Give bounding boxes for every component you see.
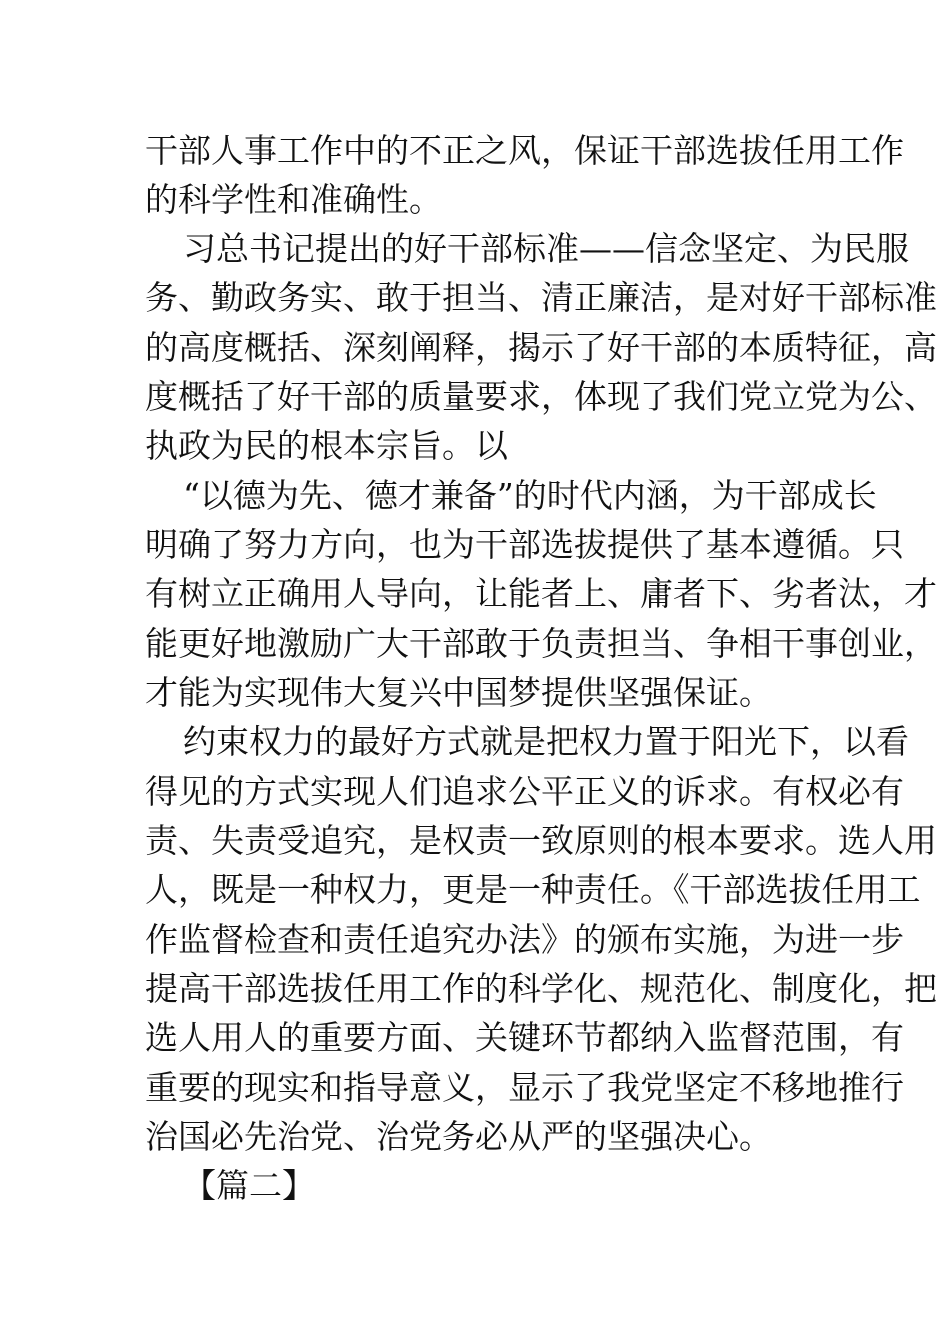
text-line: 能更好地激励广大干部敢于负责担当、争相干事创业， [145, 624, 937, 663]
text-line: 的科学性和准确性。 [145, 180, 442, 219]
text-line: 责、失责受追究，是权责一致原则的根本要求。选人用 [145, 821, 937, 860]
text-line: 有树立正确用人导向，让能者上、庸者下、劣者汰，才 [145, 574, 937, 613]
text-line: “以德为先、德才兼备”的时代内涵，为干部成长 [183, 476, 877, 515]
text-line: 执政为民的根本宗旨。以 [145, 426, 508, 465]
text-line: 才能为实现伟大复兴中国梦提供坚强保证。 [145, 673, 772, 712]
text-line: 务、勤政务实、敢于担当、清正廉洁，是对好干部标准 [145, 278, 937, 317]
text-line: 作监督检查和责任追究办法》的颁布实施，为进一步 [145, 920, 904, 959]
section-heading: 【篇二】 [183, 1166, 315, 1205]
text-line: 干部人事工作中的不正之风，保证干部选拔任用工作 [145, 131, 904, 170]
text-line: 人，既是一种权力，更是一种责任。《干部选拔任用工 [145, 870, 921, 909]
text-line: 治国必先治党、治党务必从严的坚强决心。 [145, 1117, 772, 1156]
text-line: 的高度概括、深刻阐释，揭示了好干部的本质特征，高 [145, 328, 937, 367]
text-line: 选人用人的重要方面、关键环节都纳入监督范围，有 [145, 1018, 904, 1057]
text-line: 提高干部选拔任用工作的科学化、规范化、制度化，把 [145, 969, 937, 1008]
text-line: 度概括了好干部的质量要求，体现了我们党立党为公、 [145, 377, 937, 416]
text-line: 得见的方式实现人们追求公平正义的诉求。有权必有 [145, 772, 904, 811]
text-line: 习总书记提出的好干部标准——信念坚定、为民服 [183, 229, 909, 268]
text-line: 明确了努力方向，也为干部选拔提供了基本遵循。只 [145, 525, 904, 564]
text-line: 约束权力的最好方式就是把权力置于阳光下，以看 [183, 722, 909, 761]
text-line: 重要的现实和指导意义，显示了我党坚定不移地推行 [145, 1068, 904, 1107]
